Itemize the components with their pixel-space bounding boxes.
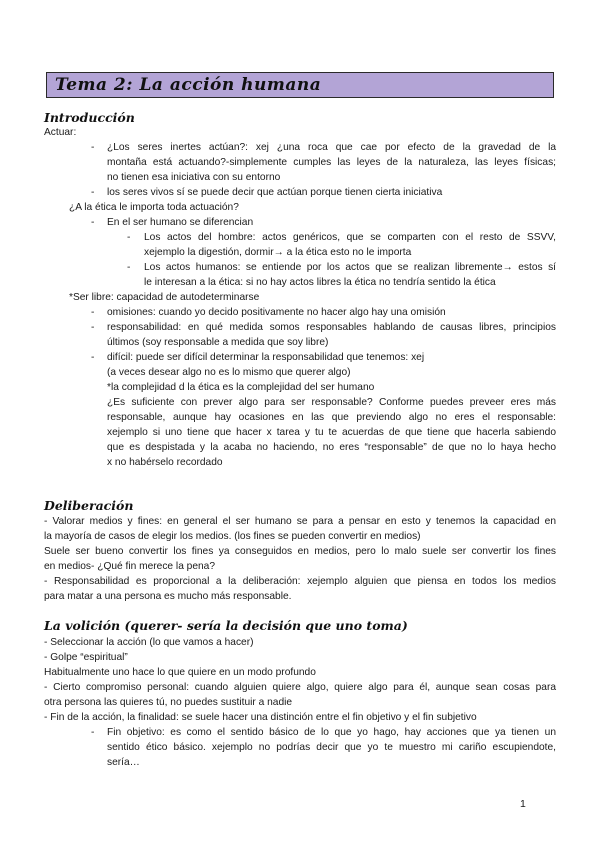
text-line: responsabilidad: en qué medida somos responsables hablando de causas libres, principios bbox=[107, 322, 556, 333]
text-line: - Responsabilidad es proporcional a la deliberación: xejemplo alguien que piensa en todos los medios bbox=[44, 576, 556, 587]
text-line: Suele ser bueno convertir los fines ya conseguidos en medios, pero lo malo suele ser convertir los fines bbox=[44, 546, 556, 557]
text-line: ¿Los seres inertes actúan?: xej ¿una roca que cae por efecto de la gravedad de la bbox=[107, 142, 556, 153]
text-line: Habitualmente uno hace lo que quiere en un modo profundo bbox=[44, 667, 316, 678]
text-line: omisiones: cuando yo decido positivamente no hacer algo hay una omisión bbox=[107, 307, 446, 318]
text-line: - Fin de la acción, la finalidad: se suele hacer una distinción entre el fin objetivo y el fin subjetivo bbox=[44, 712, 477, 723]
dash-bullet: - bbox=[127, 232, 131, 243]
dash-bullet: - bbox=[91, 727, 95, 738]
definition-line: *Ser libre: capacidad de autodeterminarse bbox=[69, 292, 260, 303]
section-heading-introduccion: Introducción bbox=[44, 110, 135, 125]
page-title: Tema 2: La acción humana bbox=[55, 75, 322, 95]
text-line: la mayoría de casos de elegir los medios. (los fines se pueden convertir en medios) bbox=[44, 531, 421, 542]
dash-bullet: - bbox=[91, 142, 95, 153]
text-line: los seres vivos sí se puede decir que actúan porque tienen cierta iniciativa bbox=[107, 187, 443, 198]
text-line: - Valorar medios y fines: en general el ser humano se para a pensar en esto y tenemos la capacidad en bbox=[44, 516, 556, 527]
text-line: - Golpe “espiritual” bbox=[44, 652, 128, 663]
question-line: ¿A la ética le importa toda actuación? bbox=[69, 202, 239, 213]
dash-bullet: - bbox=[91, 352, 95, 363]
text-line: para matar a una persona es mucho más responsable. bbox=[44, 591, 292, 602]
dash-bullet: - bbox=[91, 217, 95, 228]
actuar-label: Actuar: bbox=[44, 127, 77, 138]
dash-bullet: - bbox=[127, 262, 131, 273]
section-heading-volicion: La volición (querer- sería la decisión que uno toma) bbox=[44, 618, 408, 633]
text-line: xejemplo si uno tiene que hacer x tarea y tu te acuerdas de que tiene que hacerla sabiendo bbox=[107, 427, 556, 438]
text-line: - Seleccionar la acción (lo que vamos a hacer) bbox=[44, 637, 254, 648]
text-line: *la complejidad d la ética es la complejidad del ser humano bbox=[107, 382, 375, 393]
text-line: sería… bbox=[107, 757, 140, 768]
text-line: responsable, aunque hay ocasiones en las que previendo algo no eres el responsable: bbox=[107, 412, 556, 423]
text-line: Los actos humanos: se entiende por los actos que se realizan libremente→ estos sí bbox=[144, 262, 556, 273]
text-line: - Cierto compromiso personal: cuando alguien quiere algo, quiere algo para él, aunque sean cosas para bbox=[44, 682, 556, 693]
text-line: Los actos del hombre: actos genéricos, que se comparten con el resto de SSVV, bbox=[144, 232, 556, 243]
text-line: Fin objetivo: es como el sentido básico de lo que yo hago, hay acciones que ya tienen un bbox=[107, 727, 556, 738]
dash-bullet: - bbox=[91, 187, 95, 198]
section-heading-deliberacion: Deliberación bbox=[44, 498, 134, 513]
title-banner bbox=[46, 72, 554, 98]
text-line: montaña está actuando?-simplemente cumples las leyes de la naturaleza, las leyes físicas; bbox=[107, 157, 556, 168]
text-line: xejemplo la digestión, dormir→ a la ética esto no le importa bbox=[144, 247, 412, 258]
dash-bullet: - bbox=[91, 307, 95, 318]
text-line: En el ser humano se diferencian bbox=[107, 217, 254, 228]
text-line: (a veces desear algo no es lo mismo que querer algo) bbox=[107, 367, 351, 378]
text-line: ¿Es suficiente con prever algo para ser responsable? Conforme puedes preveer eres más bbox=[107, 397, 556, 408]
text-line: no tienen esa iniciativa con su entorno bbox=[107, 172, 281, 183]
text-line: le interesan a la ética: si no hay actos libres la ética no tendría sentido la ética bbox=[144, 277, 496, 288]
text-line: últimos (soy responsable a medida que soy libre) bbox=[107, 337, 329, 348]
text-line: sentido ético básico. xejemplo no podrías decir que yo te muestro mi cariño escupiendote, bbox=[107, 742, 556, 753]
text-line: que es despistada y la acaba no haciendo, no eres “responsable” de que no lo haya hecho bbox=[107, 442, 556, 453]
text-line: x no habérselo recordado bbox=[107, 457, 223, 468]
text-line: otra persona las quieres tú, no puedes sustituir a nadie bbox=[44, 697, 293, 708]
text-line: difícil: puede ser difícil determinar la responsabilidad que tenemos: xej bbox=[107, 352, 425, 363]
page-number: 1 bbox=[520, 798, 526, 810]
dash-bullet: - bbox=[91, 322, 95, 333]
text-line: en medios- ¿Qué fin merece la pena? bbox=[44, 561, 216, 572]
